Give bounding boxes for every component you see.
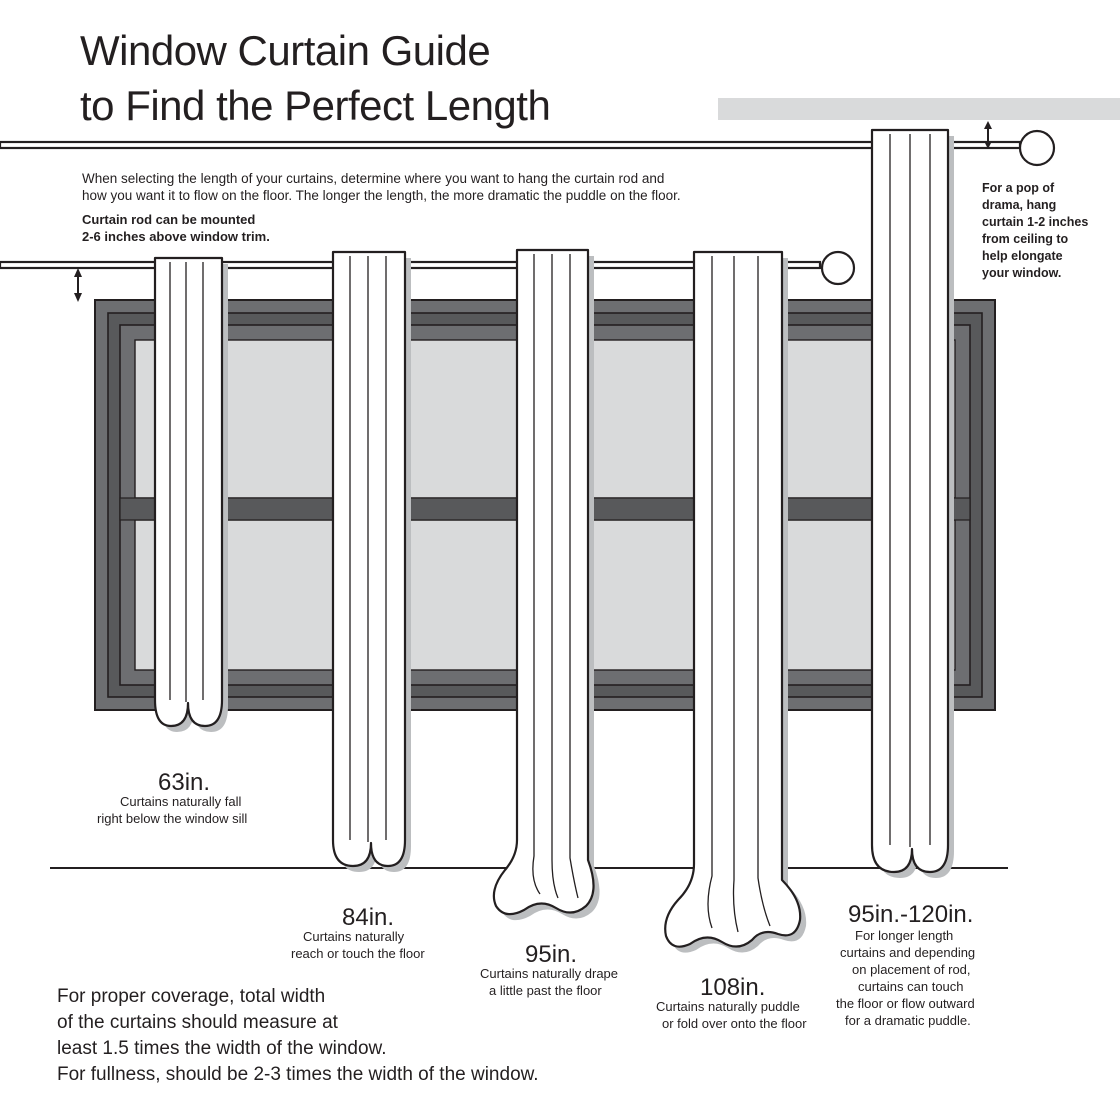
page-title-line2: to Find the Perfect Length bbox=[80, 82, 551, 129]
curtain-95-desc-line1: Curtains naturally drape bbox=[480, 966, 619, 981]
footer-line2: of the curtains should measure at bbox=[57, 1012, 338, 1033]
ceiling-note-line3: curtain 1-2 inches bbox=[982, 215, 1089, 229]
curtain-84-length: 84in. bbox=[342, 904, 395, 931]
curtain-95-120-desc-line4: curtains can touch bbox=[858, 979, 964, 994]
curtain-95-120-length: 95in.-120in. bbox=[848, 901, 974, 928]
curtain-108-desc-line2: or fold over onto the floor bbox=[662, 1016, 807, 1031]
curtain-95-120-desc-line3: on placement of rod, bbox=[852, 962, 971, 977]
curtain-63-desc-line2: right below the window sill bbox=[97, 811, 248, 826]
page-title-line1: Window Curtain Guide bbox=[80, 27, 491, 74]
curtain-95-desc-line2: a little past the floor bbox=[489, 983, 602, 998]
curtain-84 bbox=[333, 252, 411, 872]
ceiling-note-line4: from ceiling to bbox=[982, 232, 1069, 246]
ceiling-note-line5: help elongate bbox=[982, 249, 1063, 263]
footer-line1: For proper coverage, total width bbox=[57, 986, 326, 1007]
curtain-108-desc-line1: Curtains naturally puddle bbox=[656, 999, 800, 1014]
curtain-95-120-desc-line6: for a dramatic puddle. bbox=[845, 1013, 971, 1028]
curtain-95-120-desc-line1: For longer length bbox=[855, 928, 954, 943]
ceiling-note-line6: your window. bbox=[982, 266, 1062, 280]
header-accent-band bbox=[718, 98, 1120, 120]
ceiling-note-line1: For a pop of bbox=[982, 181, 1055, 195]
curtain-108-length: 108in. bbox=[700, 974, 766, 1001]
curtain-95-120-desc-line2: curtains and depending bbox=[840, 945, 976, 960]
curtain-63-length: 63in. bbox=[158, 769, 211, 796]
curtain-63 bbox=[155, 258, 228, 732]
curtain-95-length: 95in. bbox=[525, 941, 578, 968]
curtain-84-desc-line1: Curtains naturally bbox=[303, 929, 405, 944]
curtain-84-desc-line2: reach or touch the floor bbox=[291, 946, 425, 961]
curtain-95-120 bbox=[872, 130, 954, 878]
curtain-95-120-desc-line5: the floor or flow outward bbox=[836, 996, 975, 1011]
ceiling-note-line2: drama, hang bbox=[982, 198, 1057, 212]
ceiling-note bbox=[982, 181, 1088, 280]
curtain-63-desc-line1: Curtains naturally fall bbox=[120, 794, 242, 809]
intro-line1: When selecting the length of your curtains, determine where you want to hang the curtain rod and bbox=[82, 171, 665, 186]
intro-line2: how you want it to flow on the floor. The longer the length, the more dramatic the puddle on the floor. bbox=[82, 188, 681, 203]
footer-line3: least 1.5 times the width of the window. bbox=[57, 1038, 387, 1059]
rod-note-line1: Curtain rod can be mounted bbox=[82, 212, 256, 227]
rod-note-line2: 2-6 inches above window trim. bbox=[82, 229, 270, 244]
rod-gap-arrow-icon bbox=[74, 268, 82, 302]
footer-line4: For fullness, should be 2-3 times the width of the window. bbox=[57, 1064, 539, 1085]
